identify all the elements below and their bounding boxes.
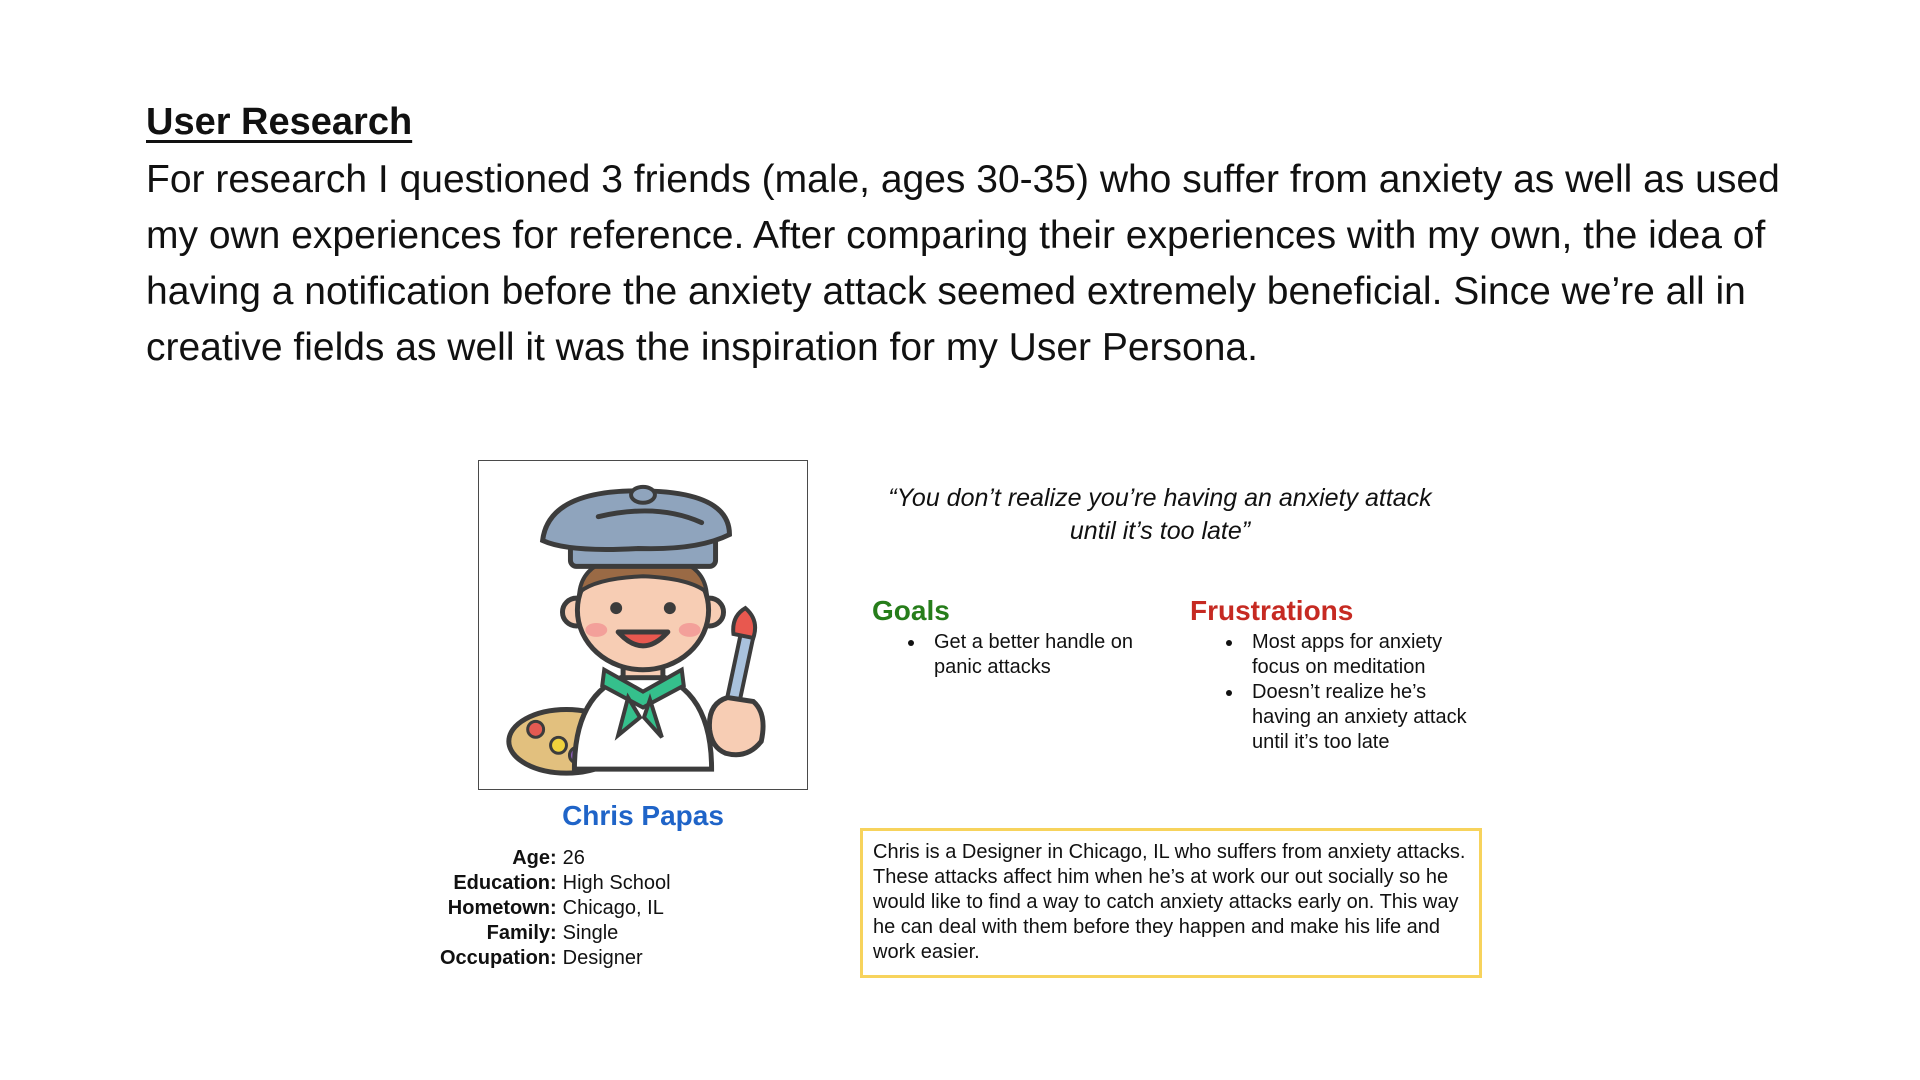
frustrations-list [1190,630,1490,755]
detail-value: High School [562,872,671,894]
persona-bio: Chris is a Designer in Chicago, IL who suffers from anxiety attacks. These attacks affect him when he’s at work our out socially so he would like to find a way to catch anxiety attacks early on. This way he can deal with them before they happen and make his life and work easier. [860,828,1482,978]
detail-row-occupation [440,946,671,971]
detail-label: Age: [512,847,557,869]
goals-list [872,630,1172,680]
persona-avatar-frame [478,460,808,790]
persona-quote: “You don’t realize you’re having an anxiety attack until it’s too late” [888,484,1432,545]
frustrations-heading: Frustrations [1190,595,1354,626]
goals-heading: Goals [872,595,950,626]
goals-section [872,594,1172,680]
detail-label: Family: [486,922,557,944]
detail-value: Single [562,922,619,944]
section-heading: User Research [146,101,413,143]
painter-avatar-icon [479,461,807,789]
research-paragraph: For research I questioned 3 friends (male, ages 30-35) who suffer from anxiety as well as used my own experiences for reference. After comparing their experiences with my own, the idea of having a notification before the anxiety attack seemed extremely beneficial. Since we’re all in creative fields as well it was the inspiration for my User Persona. [146,158,1780,369]
detail-value: Designer [562,947,643,969]
detail-label: Education: [453,872,557,894]
detail-row-age [440,846,671,871]
detail-row-family [440,921,671,946]
detail-label: Occupation: [440,947,557,969]
persona-name: Chris Papas [562,800,724,831]
frustration-item: • Doesn’t realize he’s having an anxiety attack until it’s too late [1244,680,1490,755]
frustrations-section [1190,594,1490,755]
detail-value: 26 [562,847,585,869]
persona-details [440,846,671,971]
detail-row-education [440,871,671,896]
detail-value: Chicago, IL [562,897,664,919]
goal-item: • Get a better handle on panic attacks [926,630,1172,680]
frustration-item: • Most apps for anxiety focus on meditation [1244,630,1490,680]
detail-row-hometown [440,896,671,921]
detail-label: Hometown: [447,897,557,919]
